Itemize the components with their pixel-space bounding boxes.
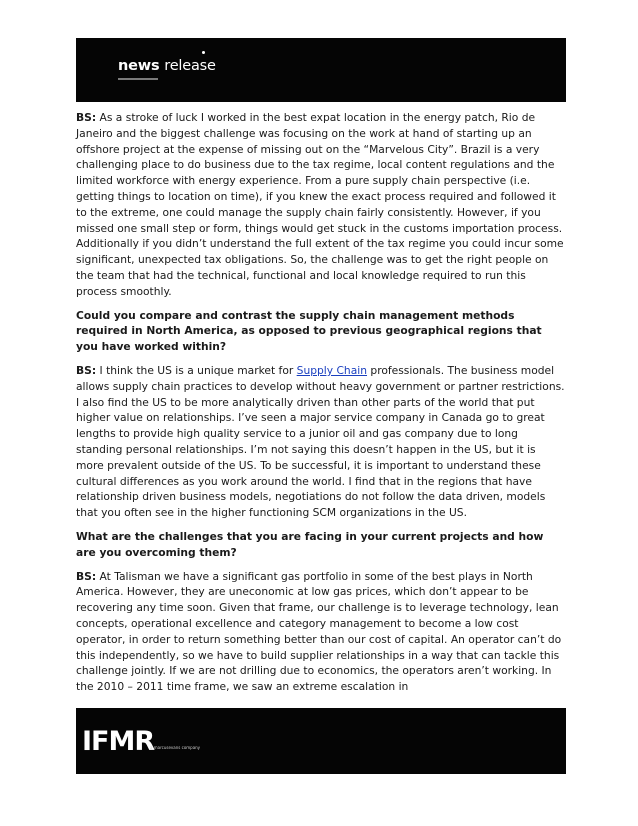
- header-title: [118, 58, 216, 74]
- answer-text-after-link: professionals. The business model allows supply chain practices to develop without heavy government or partner restrictions. I also find the US to be more analytically driven than other parts of the world that put higher value on relationships. I’ve seen a major service company in Canada go to great lengths to provide high quality service to a junior oil and gas company due to long standing personal relationships. I’m not saying this doesn’t happen in the US, but it is more prevalent outside of the US. To be successful, it is important to understand these cultural differences as you work around the world. I find that in the regions that have relationship driven business models, negotiations do not follow the data driven, models that you often see in the higher functioning SCM organizations in the US.: [76, 363, 565, 520]
- answer-label: BS:: [76, 569, 97, 583]
- question-2: What are the challenges that you are facing in your current projects and how are you overcoming them?: [76, 529, 544, 559]
- header-subline: [118, 78, 158, 80]
- header-dot: [202, 51, 205, 54]
- answer-paragraph-1: [76, 110, 566, 300]
- answer-text-before-link: I think the US is a unique market for: [96, 363, 297, 377]
- article-body: [76, 110, 566, 703]
- header-title-light: release: [164, 58, 216, 74]
- question-1: Could you compare and contrast the supply chain management methods required in North America, as opposed to previous geographical regions that you have worked within?: [76, 308, 542, 354]
- supply-chain-link[interactable]: Supply Chain: [296, 363, 368, 377]
- answer-paragraph-2: [76, 363, 566, 521]
- answer-text: As a stroke of luck I worked in the best expat location in the energy patch, Rio de Janeiro and the biggest challenge was focusing on the work at hand of starting up an offshore project at the expense of missing out on the “Marvelous City”. Brazil is a very challenging place to do business due to the tax regime, local content regulations and the limited workforce with energy experience. From a pure supply chain perspective (i.e. getting things to location on time), if you knew the exact process required and followed it to the extreme, one could manage the supply chain fairly consistently. However, if you missed one small step or form, things would get stuck in the customs importation process. Additionally if you didn’t understand the full extent of the tax regime you could incur some significant, unexpected tax obligations. So, the challenge was to get the right people on the team that had the technical, functional and local knowledge required to run this process smoothly.: [76, 111, 564, 298]
- header-title-bold: news: [118, 58, 160, 74]
- answer-text: At Talisman we have a significant gas portfolio in some of the best plays in North America. However, they are uneconomic at low gas prices, which don’t appear to be recovering any time soon. Given that frame, our challenge is to leverage technology, lean concepts, operational excellence and category management to become a low cost operator, in order to return something better than our cost of capital. An operator can’t do this independently, so we have to build supplier relationships in a way that can tackle this challenge jointly. If we are not drilling due to economics, the operators aren’t working. In the 2010 – 2011 time frame, we saw an extreme escalation in: [76, 569, 562, 694]
- footer-tagline: a marcusevans company: [150, 745, 201, 750]
- header-banner: [76, 38, 566, 102]
- answer-paragraph-3: [76, 569, 566, 695]
- footer-banner: [76, 708, 566, 774]
- answer-label: BS:: [76, 363, 97, 377]
- answer-label: BS:: [76, 111, 97, 124]
- ifmr-logo: IFMR: [82, 726, 155, 757]
